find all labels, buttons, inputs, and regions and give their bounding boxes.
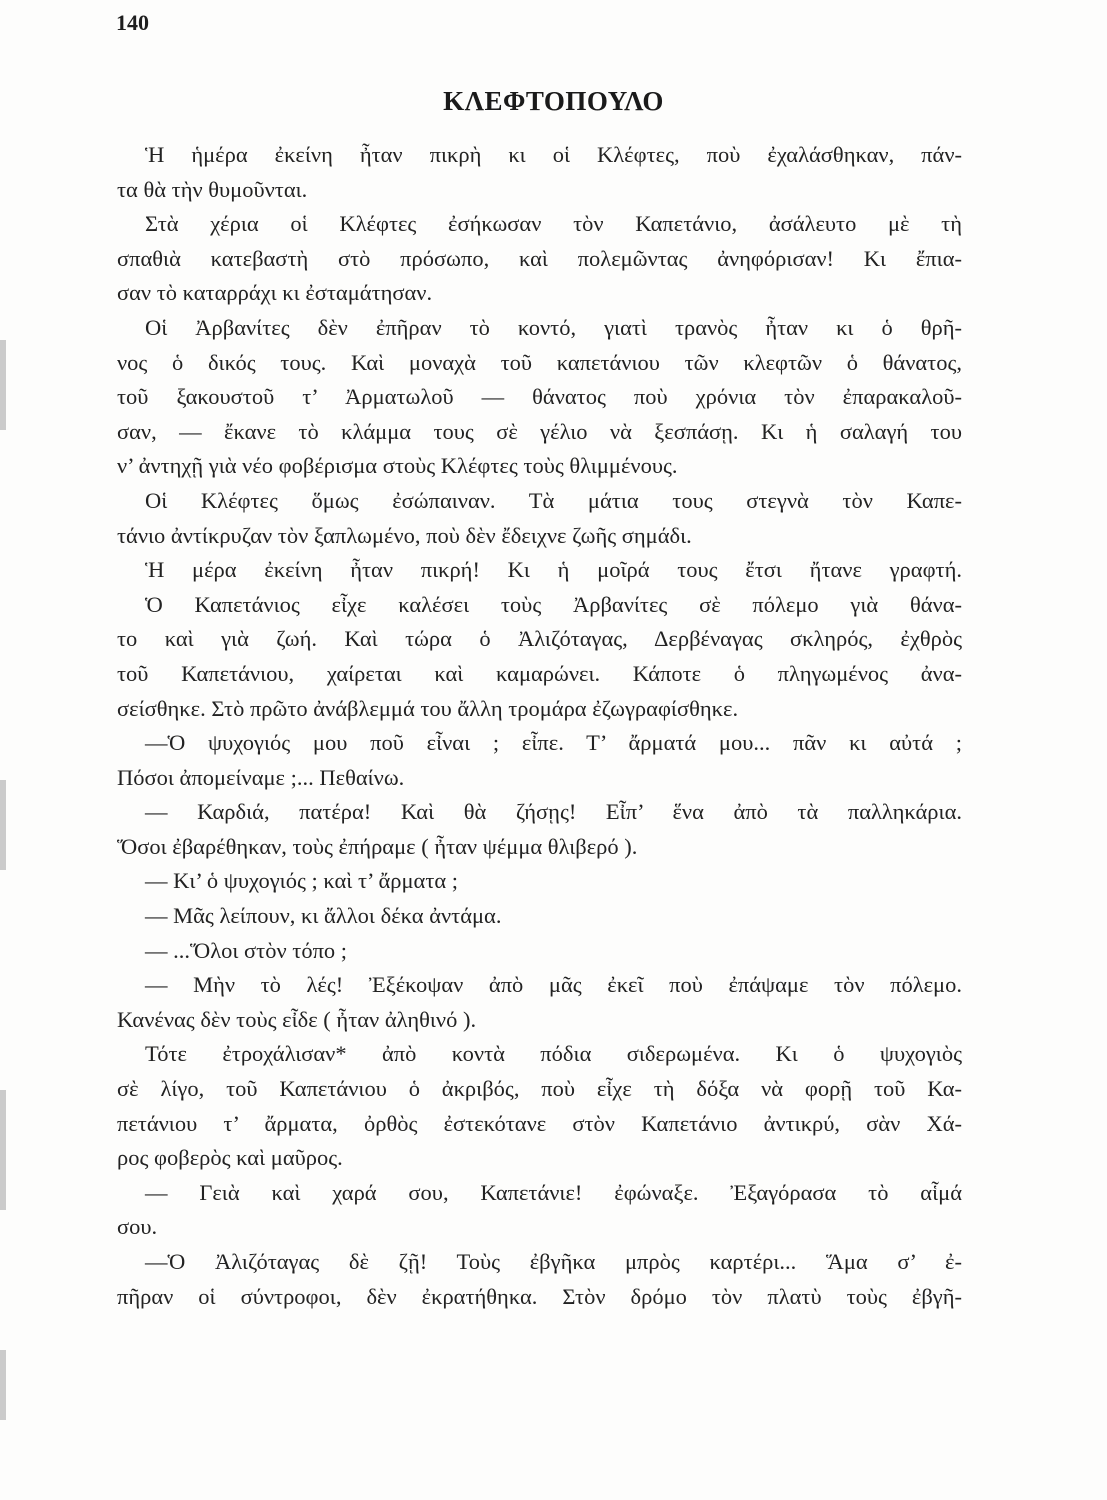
text-line: Ἡ μέρα ἐκείνη ἦταν πικρή! Κι ἡ μοῖρά τους ἔτσι ἤτανε γραφτή. <box>145 557 962 583</box>
text-line: Πόσοι ἀπομείναμε ;... Πεθαίνω. <box>117 764 405 790</box>
text-line: Ὁ Καπετάνιος εἶχε καλέσει τοὺς Ἀρβανίτες σὲ πόλεμο γιὰ θάνα- <box>145 591 962 617</box>
text-line: Τότε ἐτροχάλισαν* ἀπὸ κοντὰ πόδια σιδερωμένα. Κι ὁ ψυχογιὸς <box>145 1041 962 1067</box>
text-line: σου. <box>117 1214 158 1240</box>
text-line: Ἡ ἡμέρα ἐκείνη ἦταν πικρὴ κι οἱ Κλέφτες, ποὺ ἐχαλάσθηκαν, πάν- <box>145 142 962 167</box>
text-line: — Γειὰ καὶ χαρά σου, Καπετάνιε! ἐφώναξε. Ἐξαγόρασα τὸ αἷμά <box>145 1179 962 1205</box>
text-line: Οἱ Ἀρβανίτες δὲν ἐπῆραν τὸ κοντό, γιατὶ τρανὸς ἦταν κι ὁ θρῆ- <box>145 314 962 340</box>
text-line: σὲ λίγο, τοῦ Καπετάνιου ὁ ἀκριβός, ποὺ εἶχε τὴ δόξα νὰ φορῇ τοῦ Κα- <box>117 1076 962 1102</box>
text-line: σαν, — ἔκανε τὸ κλάμμα τους σὲ γέλιο νὰ ξεσπάσῃ. Κι ἡ σαλαγή του <box>117 418 962 444</box>
body-text <box>117 138 962 1314</box>
binding-shadow <box>0 1350 6 1420</box>
text-line: — ...Ὅλοι στὸν τόπο ; <box>145 937 348 963</box>
text-line: το καὶ γιὰ ζωή. Καὶ τώρα ὁ Ἀλιζόταγας, Δερβέναγας σκληρός, ἐχθρὸς <box>117 626 962 652</box>
text-line: Στὰ χέρια οἱ Κλέφτες ἐσήκωσαν τὸν Καπετάνιο, ἀσάλευτο μὲ τὴ <box>145 211 962 237</box>
text-line: — Καρδιά, πατέρα! Καὶ θὰ ζήσῃς! Εἶπ’ ἕνα ἀπὸ τὰ παλληκάρια. <box>145 799 962 825</box>
text-line: πετάνιου τ’ ἄρματα, ὀρθὸς ἐστεκότανε στὸν Καπετάνιο ἀντικρύ, σὰν Χά- <box>117 1110 962 1136</box>
text-line: Ὅσοι ἐβαρέθηκαν, τοὺς ἐπήραμε ( ἦταν ψέμμα θλιβερό ). <box>117 833 638 859</box>
chapter-title: ΚΛΕΦΤΟΠΟΥΛΟ <box>443 86 664 116</box>
text-line: τα θὰ τὴν θυμοῦνται. <box>117 176 308 202</box>
binding-shadow <box>0 1090 6 1210</box>
text-line: σαν τὸ καταρράχι κι ἐσταμάτησαν. <box>117 280 433 306</box>
text-line: νος ὁ δικός τους. Καὶ μοναχὰ τοῦ καπετάνιου τῶν κλεφτῶν ὁ θάνατος, <box>117 349 962 375</box>
text-line: Οἱ Κλέφτες ὅμως ἐσώπαιναν. Τὰ μάτια τους στεγνὰ τὸν Καπε- <box>145 487 962 513</box>
text-line: ρος φοβερὸς καὶ μαῦρος. <box>117 1145 343 1171</box>
page-number: 140 <box>116 10 149 35</box>
text-line: Κανένας δὲν τοὺς εἶδε ( ἦταν ἀληθινό ). <box>117 1006 477 1032</box>
text-line: —Ὁ Ἀλιζόταγας δὲ ζῇ! Τοὺς ἐβγῆκα μπρὸς καρτέρι... Ἅμα σ’ ἐ- <box>145 1249 962 1274</box>
text-line: τάνιο ἀντίκρυζαν τὸν ξαπλωμένο, ποὺ δὲν ἔδειχνε ζωῆς σημάδι. <box>117 522 692 548</box>
text-line: — Μᾶς λείπουν, κι ἄλλοι δέκα ἀντάμα. <box>145 903 502 929</box>
text-line: — Μὴν τὸ λές! Ἐξέκοψαν ἀπὸ μᾶς ἐκεῖ ποὺ ἐπάψαμε τὸν πόλεμο. <box>145 972 962 998</box>
text-line: — Κι’ ὁ ψυχογιός ; καὶ τ’ ἄρματα ; <box>145 868 459 894</box>
text-line: σείσθηκε. Στὸ πρῶτο ἀνάβλεμμά του ἄλλη τρομάρα ἐζωγραφίσθηκε. <box>117 695 739 721</box>
binding-shadow <box>0 780 6 870</box>
text-line: ν’ ἀντηχῇ γιὰ νέο φοβέρισμα στοὺς Κλέφτες τοὺς θλιμμένους. <box>117 453 678 479</box>
text-line: σπαθιὰ κατεβαστὴ στὸ πρόσωπο, καὶ πολεμῶντας ἀνηφόρισαν! Κι ἔπια- <box>117 245 962 271</box>
text-line: τοῦ ξακουστοῦ τ’ Ἀρματωλοῦ — θάνατος ποὺ χρόνια τὸν ἐπαρακαλοῦ- <box>117 384 962 410</box>
text-line: πῆραν οἱ σύντροφοι, δὲν ἐκρατήθηκα. Στὸν δρόμο τὸν πλατὺ τοὺς ἐβγῆ- <box>117 1283 962 1309</box>
binding-shadow <box>0 340 6 430</box>
text-line: τοῦ Καπετάνιου, χαίρεται καὶ καμαρώνει. Κάποτε ὁ πληγωμένος ἀνα- <box>117 660 962 686</box>
text-line: —Ὁ ψυχογιός μου ποῦ εἶναι ; εἶπε. Τ’ ἄρματά μου... πᾶν κι αὐτά ; <box>145 730 962 756</box>
